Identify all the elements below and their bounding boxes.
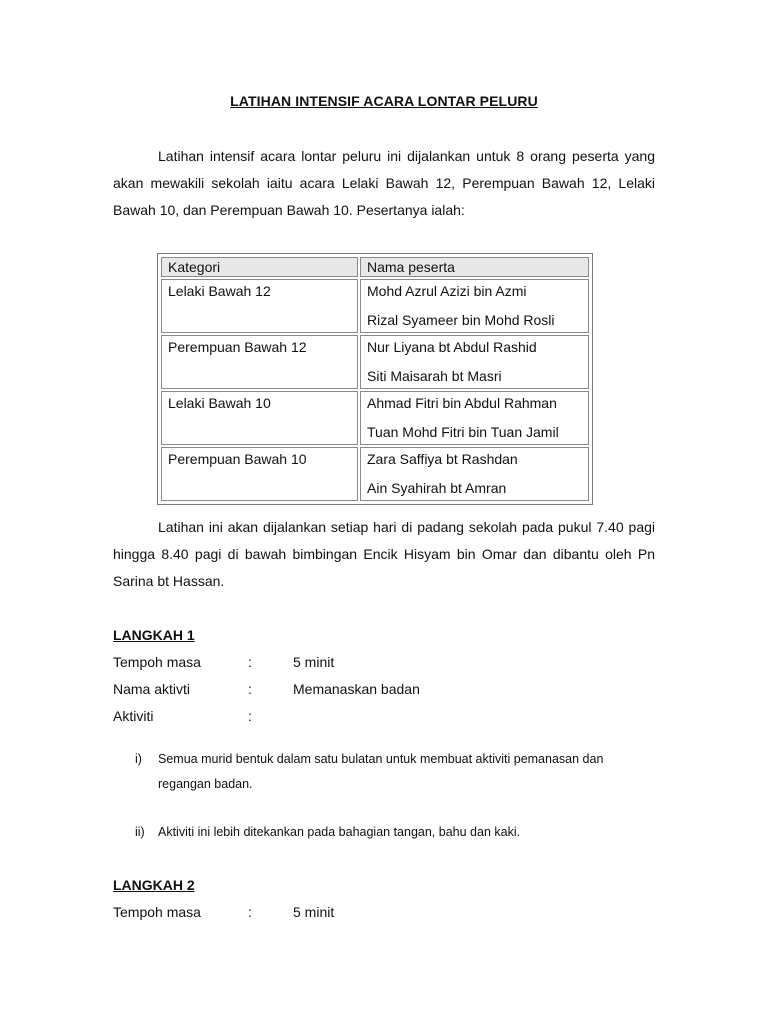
schedule-paragraph — [113, 514, 655, 595]
participant-name: Ain Syahirah bt Amran — [367, 480, 507, 496]
list-item-text: Aktiviti ini lebih ditekankan pada bahagian tangan, bahu dan kaki. — [158, 825, 521, 839]
category-label: Lelaki Bawah 12 — [168, 283, 271, 299]
field-key: Tempoh masa — [113, 904, 201, 920]
participant-name: Tuan Mohd Fitri bin Tuan Jamil — [367, 424, 559, 440]
list-item-text: Semua murid bentuk dalam satu bulatan untuk membuat aktiviti pemanasan dan regangan badan. — [158, 752, 604, 791]
participant-name: Siti Maisarah bt Masri — [367, 368, 502, 384]
field-key: Nama aktivti — [113, 681, 191, 697]
table-row — [161, 391, 589, 445]
category-label: Perempuan Bawah 12 — [168, 339, 307, 355]
field-value: 5 minit — [293, 904, 335, 920]
names-cell — [360, 279, 589, 333]
schedule-text: Latihan ini akan dijalankan setiap hari di padang sekolah pada pukul 7.40 pagi hingga 8.40 pagi di bawah bimbingan Encik Hisyam bin Omar dan dibantu oleh Pn Sarina bt Hassan. — [113, 519, 655, 589]
participant-name: Zara Saffiya bt Rashdan — [367, 451, 518, 467]
list-item-number: i) — [135, 752, 142, 766]
document-title: LATIHAN INTENSIF ACARA LONTAR PELURU — [230, 93, 538, 109]
participants-table — [157, 253, 593, 505]
step2-heading: LANGKAH 2 — [113, 877, 195, 893]
names-cell — [360, 447, 589, 501]
field-separator: : — [248, 904, 252, 920]
participant-name: Ahmad Fitri bin Abdul Rahman — [367, 395, 557, 411]
field-key: Tempoh masa — [113, 654, 201, 670]
header-participant-name: Nama peserta — [360, 257, 589, 277]
intro-paragraph — [113, 143, 655, 224]
names-cell — [360, 335, 589, 389]
field-separator: : — [248, 681, 252, 697]
step1-heading: LANGKAH 1 — [113, 627, 195, 643]
category-cell — [161, 279, 358, 333]
header-category: Kategori — [161, 257, 358, 277]
intro-text: Latihan intensif acara lontar peluru ini dijalankan untuk 8 orang peserta yang akan mewakili sekolah iaitu acara Lelaki Bawah 12, Perempuan Bawah 12, Lelaki Bawah 10, dan Perempuan Bawah 10. Pesertanya ialah: — [113, 148, 655, 218]
participant-name: Mohd Azrul Azizi bin Azmi — [367, 283, 527, 299]
list-item-number: ii) — [135, 825, 145, 839]
category-cell — [161, 335, 358, 389]
field-key: Aktiviti — [113, 708, 154, 724]
table-row — [161, 335, 589, 389]
category-cell — [161, 447, 358, 501]
table-row — [161, 447, 589, 501]
category-label: Lelaki Bawah 10 — [168, 395, 271, 411]
field-value: 5 minit — [293, 654, 335, 670]
category-label: Perempuan Bawah 10 — [168, 451, 307, 467]
field-value: Memanaskan badan — [293, 681, 420, 697]
step1-field-activity-name — [113, 681, 655, 703]
table-header-row — [161, 257, 589, 277]
category-cell — [161, 391, 358, 445]
participant-name: Nur Liyana bt Abdul Rashid — [367, 339, 537, 355]
step2-field-duration — [113, 904, 655, 926]
step1-field-duration — [113, 654, 655, 676]
table-row — [161, 279, 589, 333]
participant-name: Rizal Syameer bin Mohd Rosli — [367, 312, 555, 328]
field-separator: : — [248, 654, 252, 670]
field-separator: : — [248, 708, 252, 724]
names-cell — [360, 391, 589, 445]
step1-field-activity — [113, 708, 655, 730]
